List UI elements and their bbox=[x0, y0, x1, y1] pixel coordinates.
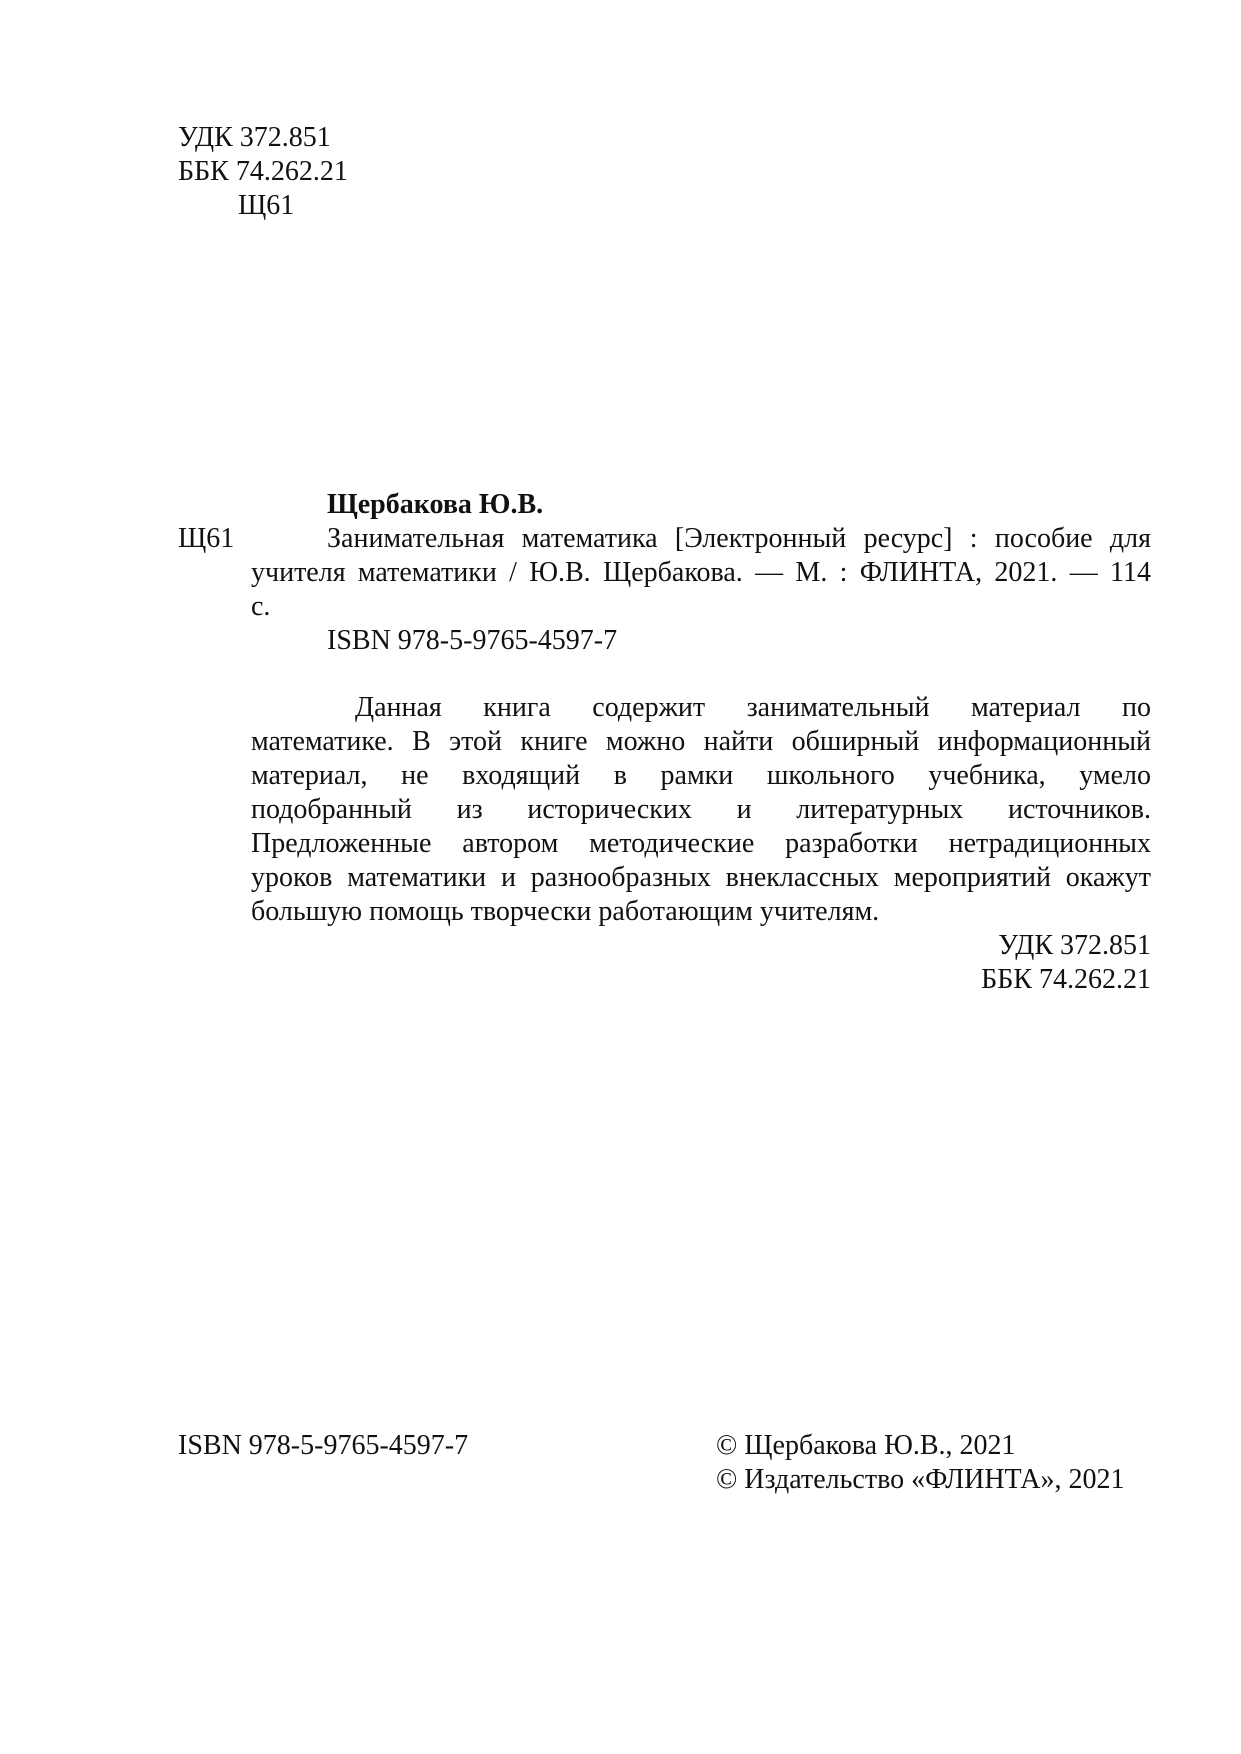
record-isbn: ISBN 978-5-9765-4597-7 bbox=[327, 625, 618, 656]
annotation-line-5: Предложенные автором методические разработки нетрадиционных bbox=[251, 828, 1151, 859]
annotation-line-2: математике. В этой книге можно найти обширный информационный bbox=[251, 726, 1151, 757]
header-author-sign: Щ61 bbox=[238, 190, 295, 221]
footer-copyright-author: © Щербакова Ю.В., 2021 bbox=[716, 1430, 1016, 1461]
annotation-bbk: ББК 74.262.21 bbox=[981, 964, 1151, 995]
annotation-line-7: большую помощь творчески работающим учителям. bbox=[251, 896, 880, 927]
record-title-line-1: Занимательная математика [Электронный ресурс] : пособие для bbox=[327, 523, 1151, 554]
annotation-line-6: уроков математики и разнообразных внеклассных мероприятий окажут bbox=[251, 862, 1151, 893]
annotation-line-4: подобранный из исторических и литературных источников. bbox=[251, 794, 1151, 825]
footer-copyright-publisher: © Издательство «ФЛИНТА», 2021 bbox=[716, 1464, 1125, 1495]
record-author: Щербакова Ю.В. bbox=[327, 489, 544, 520]
header-udk: УДК 372.851 bbox=[178, 122, 331, 153]
footer-isbn: ISBN 978-5-9765-4597-7 bbox=[178, 1430, 469, 1461]
record-title-line-3: с. bbox=[251, 591, 271, 622]
header-bbk: ББК 74.262.21 bbox=[178, 156, 348, 187]
annotation-line-3: материал, не входящий в рамки школьного учебника, умело bbox=[251, 760, 1151, 791]
record-title-line-2: учителя математики / Ю.В. Щербакова. — М. : ФЛИНТА, 2021. — 114 bbox=[251, 557, 1151, 588]
annotation-line-1: Данная книга содержит занимательный материал по bbox=[355, 692, 1151, 723]
record-sign: Щ61 bbox=[178, 523, 235, 554]
annotation-udk: УДК 372.851 bbox=[998, 930, 1151, 961]
